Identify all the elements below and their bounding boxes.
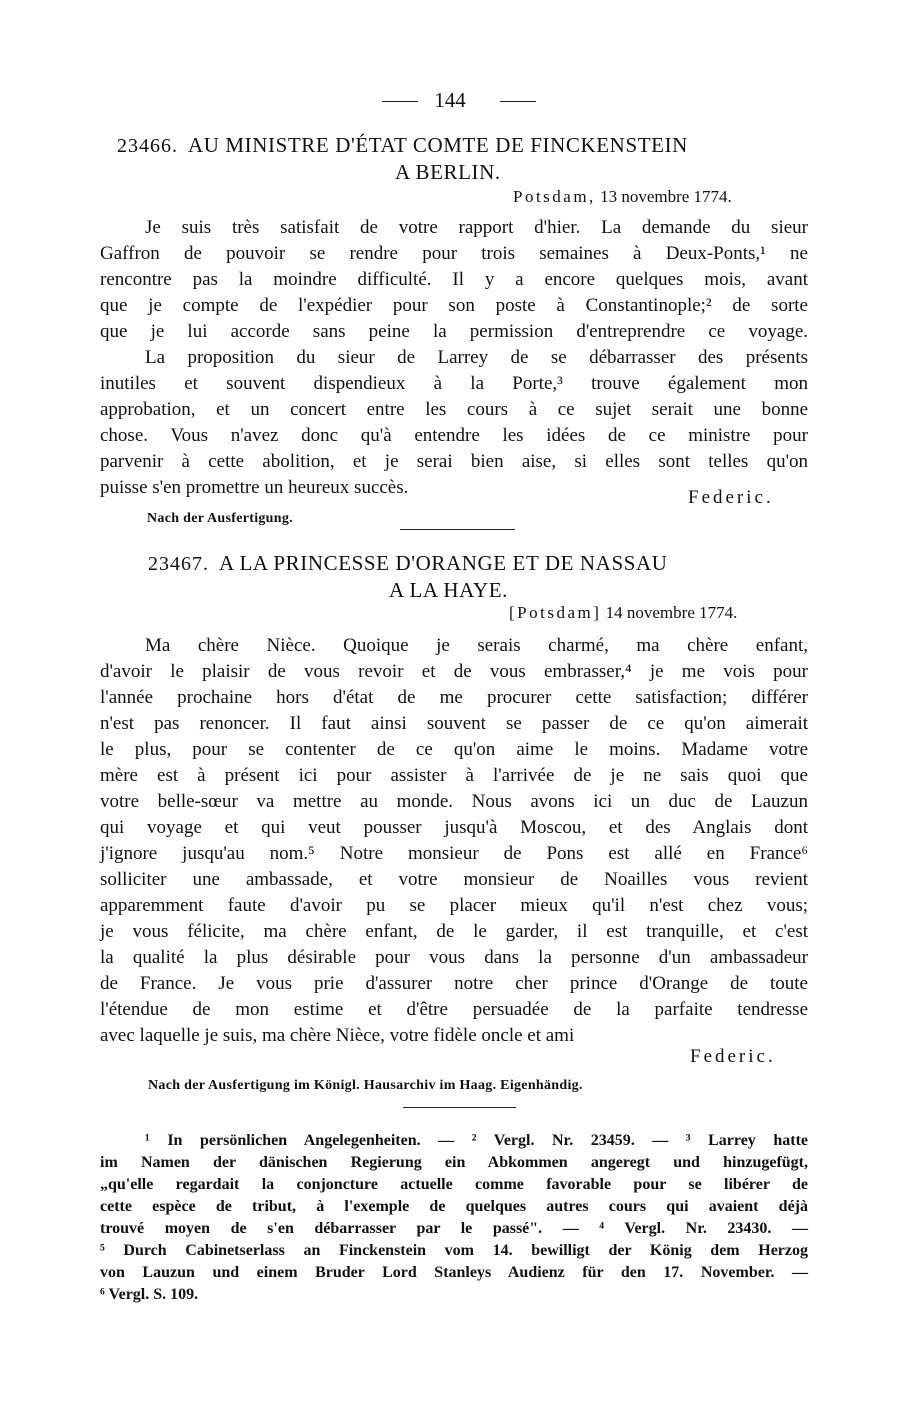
letter2-signature: Federic. (690, 1046, 776, 1067)
letter2-line: l'année prochaine hors d'état de me procurer cette satisfaction; différer (100, 687, 808, 708)
letter1-place: Potsdam, (513, 187, 596, 206)
page-number-right-dash (500, 101, 536, 102)
letter2-heading-line1 (148, 551, 668, 576)
footnote-line: cette espèce de tribut, à l'exemple de quelques autres cours qui avaient déjà (100, 1198, 808, 1215)
letter1-date: 13 novembre 1774. (600, 187, 732, 206)
letter2-line: solliciter une ambassade, et votre monsieur de Noailles vous revient (100, 869, 808, 890)
letter2-line: Ma chère Nièce. Quoique je serais charmé, ma chère enfant, (145, 635, 808, 656)
page-number: 144 (434, 88, 466, 112)
footnote-line: ⁶ Vergl. S. 109. (100, 1286, 199, 1303)
letter2-line: votre belle-sœur va mettre au monde. Nous avons ici un duc de Lauzun (100, 791, 808, 812)
footnote-line: ¹ In persönlichen Angelegenheiten. — ² Vergl. Nr. 23459. — ³ Larrey hatte (145, 1132, 808, 1149)
letter1-line: approbation, et un concert entre les cours à ce sujet serait une bonne (100, 399, 808, 420)
letter1-heading-line2: A BERLIN. (395, 160, 501, 184)
letter2-line: d'avoir le plaisir de vous revoir et de vous embrasser,⁴ je me vois pour (100, 661, 808, 682)
letter1-line: parvenir à cette abolition, et je serai bien aise, si elles sont telles qu'on (100, 451, 808, 472)
letter2-line: de France. Je vous prie d'assurer notre cher prince d'Orange de toute (100, 973, 808, 994)
letter2-line: apparemment faute d'avoir pu se placer mieux qu'il n'est chez vous; (100, 895, 808, 916)
letter1-dateline (513, 187, 732, 207)
letter1-line: Gaffron de pouvoir se rendre pour trois semaines à Deux-Ponts,¹ ne (100, 243, 808, 264)
letter1-number: 23466. (117, 135, 178, 157)
letter2-line: j'ignore jusqu'au nom.⁵ Notre monsieur de Pons est allé en France⁶ (100, 843, 808, 864)
footnote-divider (403, 1107, 516, 1108)
letter2-heading-line2: A LA HAYE. (389, 578, 508, 602)
letter1-line: La proposition du sieur de Larrey de se débarrasser des présents (145, 347, 808, 368)
section-divider (400, 529, 515, 530)
letter2-line: qui voyage et qui veut pousser jusqu'à Moscou, et des Anglais dont (100, 817, 808, 838)
letter1-line: puisse s'en promettre un heureux succès. (100, 477, 409, 498)
footnote-line: von Lauzun und einem Bruder Lord Stanleys Audienz für den 17. November. — (100, 1264, 808, 1281)
letter1-line: inutiles et souvent dispendieux à la Porte,³ trouve également mon (100, 373, 808, 394)
footnote-line: ⁵ Durch Cabinetserlass an Finckenstein vom 14. bewilligt der König dem Herzog (100, 1242, 808, 1259)
letter1-line: rencontre pas la moindre difficulté. Il y a encore quelques mois, avant (100, 269, 808, 290)
footnote-line: im Namen der dänischen Regierung ein Abkommen angeregt und hinzugefügt, (100, 1154, 808, 1171)
letter1-addressee: AU MINISTRE D'ÉTAT COMTE DE FINCKENSTEIN (188, 133, 688, 157)
letter2-number: 23467. (148, 553, 209, 575)
letter2-place: [Potsdam] (509, 603, 602, 622)
letter2-line: la qualité la plus désirable pour vous dans la personne d'un ambassadeur (100, 947, 808, 968)
letter1-heading-line1 (117, 133, 688, 158)
letter2-line: le plus, pour se contenter de ce qu'on aime le moins. Madame votre (100, 739, 808, 760)
letter1-signature: Federic. (688, 487, 774, 508)
letter2-line: avec laquelle je suis, ma chère Nièce, votre fidèle oncle et ami (100, 1025, 575, 1046)
letter2-date: 14 novembre 1774. (605, 603, 738, 622)
letter1-line: chose. Vous n'avez donc qu'à entendre les idées de ce ministre pour (100, 425, 808, 446)
letter2-line: l'étendue de mon estime et d'être persuadée de la parfaite tendresse (100, 999, 808, 1020)
letter2-line: je vous félicite, ma chère enfant, de le garder, il est tranquille, et c'est (100, 921, 808, 942)
letter2-line: mère est à présent ici pour assister à l'arrivée de je ne sais quoi que (100, 765, 808, 786)
letter1-line: Je suis très satisfait de votre rapport d'hier. La demande du sieur (145, 217, 808, 238)
footnote-line: trouvé moyen de s'en débarrasser par le passé". — ⁴ Vergl. Nr. 23430. — (100, 1220, 808, 1237)
letter2-source: Nach der Ausfertigung im Königl. Hausarchiv im Haag. Eigenhändig. (148, 1078, 583, 1093)
letter1-line: que je lui accorde sans peine la permission d'entreprendre ce voyage. (100, 321, 808, 342)
letter2-dateline (509, 603, 737, 623)
footnote-line: „qu'elle regardait la conjoncture actuelle comme favorable pour se libérer de (100, 1176, 808, 1193)
letter1-source: Nach der Ausfertigung. (147, 511, 293, 526)
letter1-line: que je compte de l'expédier pour son poste à Constantinople;² de sorte (100, 295, 808, 316)
letter2-addressee: A LA PRINCESSE D'ORANGE ET DE NASSAU (219, 551, 668, 575)
letter2-line: n'est pas renoncer. Il faut ainsi souvent se passer de ce qu'on aimerait (100, 713, 808, 734)
